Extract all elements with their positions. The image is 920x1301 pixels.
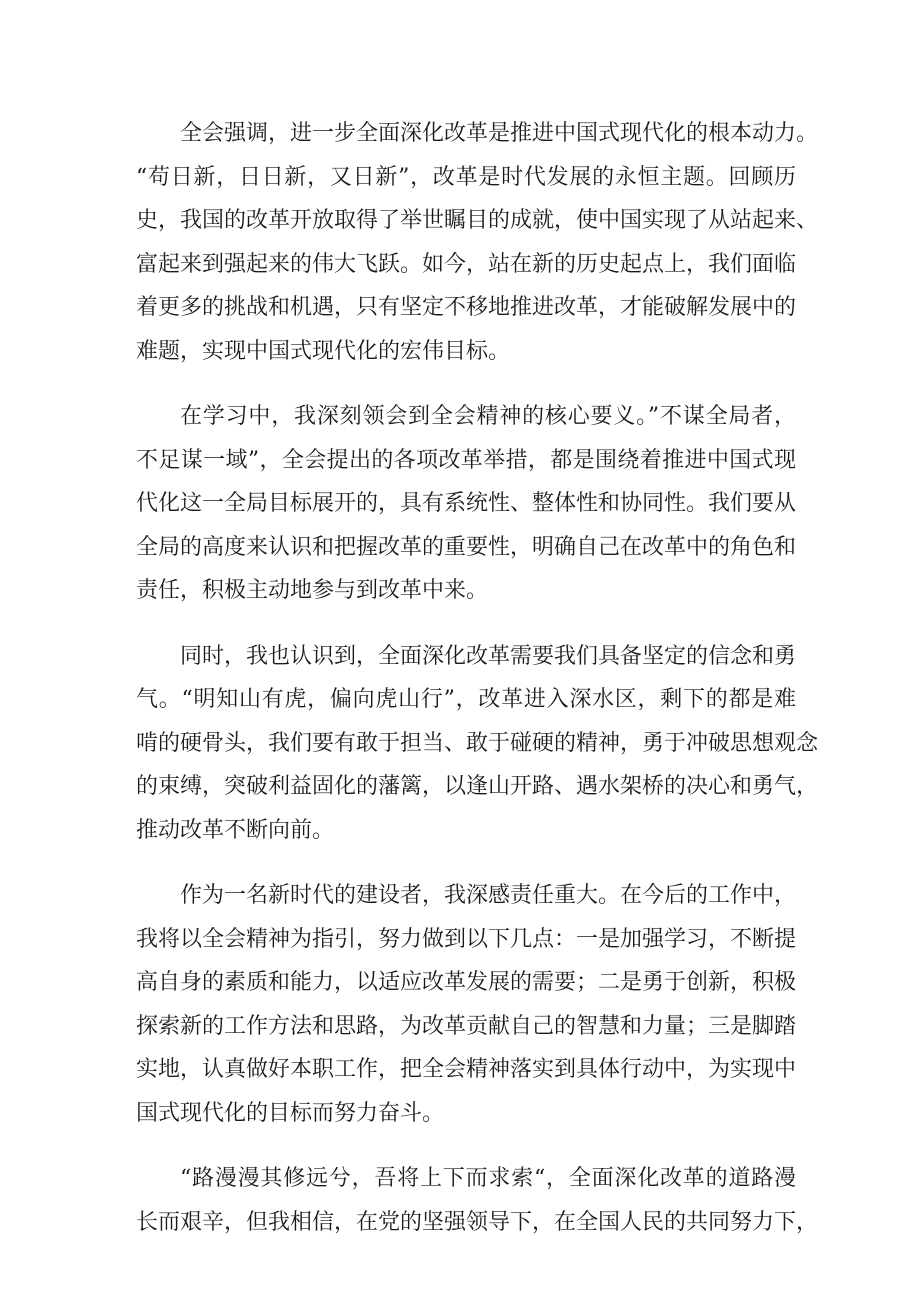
text-line: “苟日新，日日新，又日新”，改革是时代发展的永恒主题。回顾历 (136, 164, 796, 190)
text-line: 代化这一全局目标展开的，具有系统性、整体性和协同性。我们要从 (136, 491, 797, 516)
text-line: 着更多的挑战和机遇，只有坚定不移地推进改革，才能破解发展中的 (136, 295, 797, 320)
text-line: 气。“明知山有虎，偏向虎山行”，改革进入深水区，剩下的都是难 (136, 687, 796, 712)
text-line: 同时，我也认识到，全面深化改革需要我们具备坚定的信念和勇 (180, 643, 797, 669)
text-line: 啃的硬骨头，我们要有敢于担当、敢于碰硬的精神，勇于冲破思想观念 (136, 730, 819, 756)
paragraph-5 (136, 1157, 819, 1244)
text-line: 国式现代化的目标而努力奋斗。 (136, 1100, 445, 1126)
text-line: 富起来到强起来的伟大飞跃。如今，站在新的历史起点上，我们面临 (136, 251, 797, 277)
text-line: 全会强调，进一步全面深化改革是推进中国式现代化的根本动力。 (180, 121, 819, 146)
text-line: “路漫漫其修远兮，吾将上下而求索“，全面深化改革的道路漫 (180, 1166, 796, 1191)
text-line: 实地，认真做好本职工作，把全会精神落实到具体行动中，为实现中 (136, 1057, 797, 1082)
text-line: 探索新的工作方法和思路，为改革贡献自己的智慧和力量；三是脚踏 (136, 1013, 797, 1039)
paragraph-4 (136, 874, 796, 1135)
text-line: 作为一名新时代的建设者，我深感责任重大。在今后的工作中， (180, 883, 797, 908)
paragraph-3 (136, 635, 819, 853)
text-line: 责任，积极主动地参与到改革中来。 (136, 578, 489, 603)
text-line: 的束缚，突破利益固化的藩篱，以逢山开路、遇水架桥的决心和勇气， (136, 774, 819, 799)
document-body (136, 112, 819, 1266)
paragraph-1 (136, 112, 819, 373)
text-line: 推动改革不断向前。 (136, 817, 335, 843)
text-line: 在学习中，我深刻领会到全会精神的核心要义。”不谋全局者， (180, 404, 796, 429)
text-line: 史，我国的改革开放取得了举世瞩目的成就，使中国实现了从站起来、 (136, 208, 819, 233)
text-line: 不足谋一域”，全会提出的各项改革举措，都是围绕着推进中国式现 (136, 447, 796, 473)
text-line: 长而艰辛，但我相信，在党的坚强领导下，在全国人民的共同努力下， (136, 1209, 819, 1235)
text-line: 难题，实现中国式现代化的宏伟目标。 (136, 338, 511, 364)
text-line: 高自身的素质和能力，以适应改革发展的需要；二是勇于创新，积极 (136, 970, 797, 995)
paragraph-2 (136, 395, 796, 613)
text-line: 我将以全会精神为指引，努力做到以下几点：一是加强学习，不断提 (136, 926, 797, 952)
text-line: 全局的高度来认识和把握改革的重要性，明确自己在改革中的角色和 (136, 534, 797, 560)
